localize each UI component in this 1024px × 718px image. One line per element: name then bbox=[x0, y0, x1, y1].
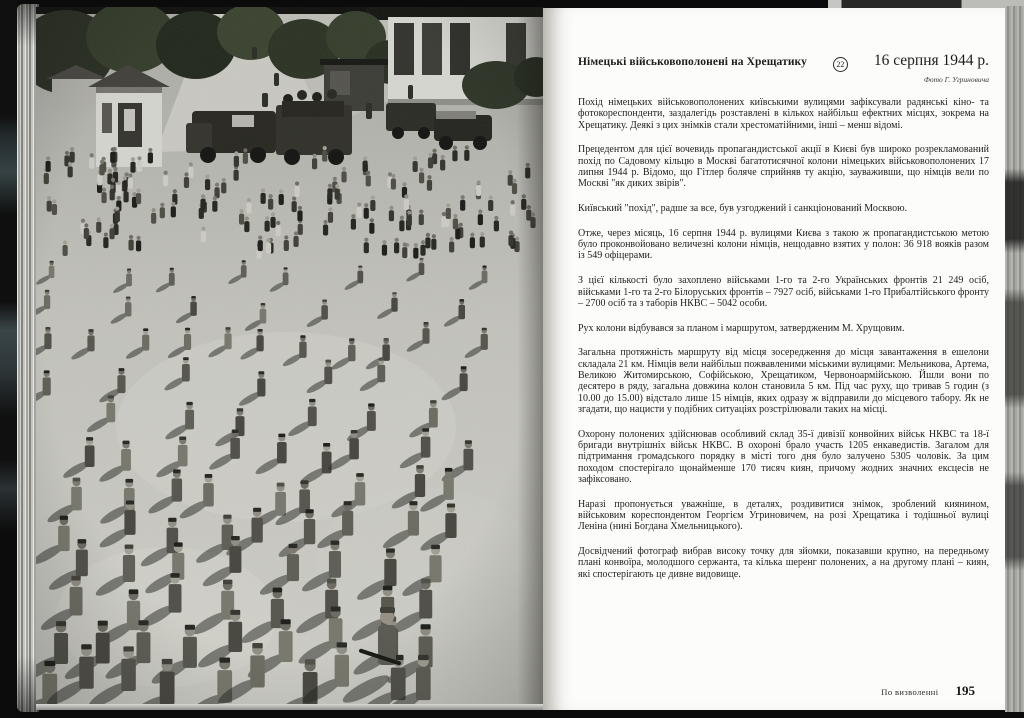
photo-date: 16 серпня 1944 р. bbox=[873, 52, 989, 69]
body-paragraph: Київський "похід", радше за все, був узгоджений і санкціонований Москвою. bbox=[578, 203, 908, 215]
scan-background-left bbox=[0, 0, 17, 718]
left-page-bottom-edge bbox=[36, 704, 543, 710]
section-label: По визволенні bbox=[881, 687, 939, 697]
body-paragraph: Наразі пропонується уважніше, в деталях, роздивитися знімок, зроблений киянином, військовим кореспондентом Георгієм Угриновичем, на розі Хрещатика і тодішньої вулиці Леніна (нині Богдана Хмельницького). bbox=[578, 498, 989, 533]
body-paragraph: Загальна протяжність маршруту від місця зосередження до місця завантаження в ешелони складала 21 км. Німців вели найбільш пожвавленими міськими вулицями: Мельникова, Артема, Великою Житомирською, Софійською, Хрещатиком, Червоноармійською. Йшли вони по десятеро в ряду, загальна довжина колон становила 5 км. Під час руху, що тривав 5 годин (з 10.00 до 15.00) відстало лише 15 німців, яких одразу ж відправили до місцевого табору. Як не згадати, що нацисти у подібних ситуаціях розстрілювали таких на місці. bbox=[578, 347, 989, 415]
body-paragraph: Досвідчений фотограф вибрав високу точку для зйомки, показавши крупно, на передньому плані конвоїра, молодшого сержанта, та кілька шеренг полонених, а на другому плані – киян, які спостерігають це дивне видовище. bbox=[578, 546, 989, 580]
body-paragraph: Прецедентом для цієї вочевидь пропагандистської акції в Києві був широко розрекламований похід по Садовому кільцю в Москві багатотисячної колони німецьких військовополонених 17 липня 1944 р. Відомо, що Гітлер боляче сприйняв ту акцію, зауваживши, що німців вели по Москві "як диких звірів". bbox=[578, 144, 989, 190]
photo-title: Німецькі військовополонені на Хрещатику bbox=[578, 56, 807, 68]
pow-march-photo bbox=[36, 7, 543, 704]
body-paragraph: Отже, через місяць, 16 серпня 1944 р. вулицями Києва з такою ж пропагандистською метою було проконвойовано величезні колони німців, нещодавно взятих у полон: 36 918 вояків разом із 549 офіцерами. bbox=[578, 227, 989, 262]
article-body bbox=[578, 97, 989, 580]
page-footer bbox=[881, 683, 975, 699]
photo-number-badge: 22 bbox=[833, 57, 848, 72]
page-number: 195 bbox=[955, 683, 975, 698]
page-stack-edge-right bbox=[1005, 6, 1024, 712]
photo-credit: Фото Г. Угриновича bbox=[923, 75, 989, 84]
left-page bbox=[36, 7, 543, 710]
body-paragraph: З цієї кількості було захоплено військами 1-го та 2-го Українських фронтів 21 249 осіб, військами 1-го та 2-го Білоруських фронтів – 7927 осіб, військами 1-го Прибалтійського фронту – 2700 осіб та з таборів НКВС – 5042 особи. bbox=[578, 275, 989, 309]
body-paragraph: Охорону полонених здійснював особливий склад 35-ї дивізії конвойних військ НКВС та 18-ї бригади внутрішніх військ НКВС. В охороні брало участь 1205 енкаведистів. Загалом для підтримання громадського порядку в місті того дня було залучено 5305 чоловік. За цим походом спостерігало щонайменше 170 тисяч киян, причому жодних значних ексцесів не зафіксовано. bbox=[578, 428, 989, 485]
body-paragraph: Рух колони відбувався за планом і маршрутом, затвердженим М. Хрущовим. bbox=[578, 322, 905, 334]
body-paragraph: Похід німецьких військовополонених київськими вулицями зафіксували радянські кіно- та фотокореспонденти, заздалегідь розставлені в кількох найбільш ефектних місцях, зокрема на Хрещатику. Деякі з цих знімків стали хрестоматійними, інші – менш відомі. bbox=[578, 97, 989, 131]
pow-march-photo-art bbox=[36, 7, 543, 704]
photo-caption-header bbox=[578, 52, 989, 72]
right-page bbox=[543, 8, 1005, 710]
